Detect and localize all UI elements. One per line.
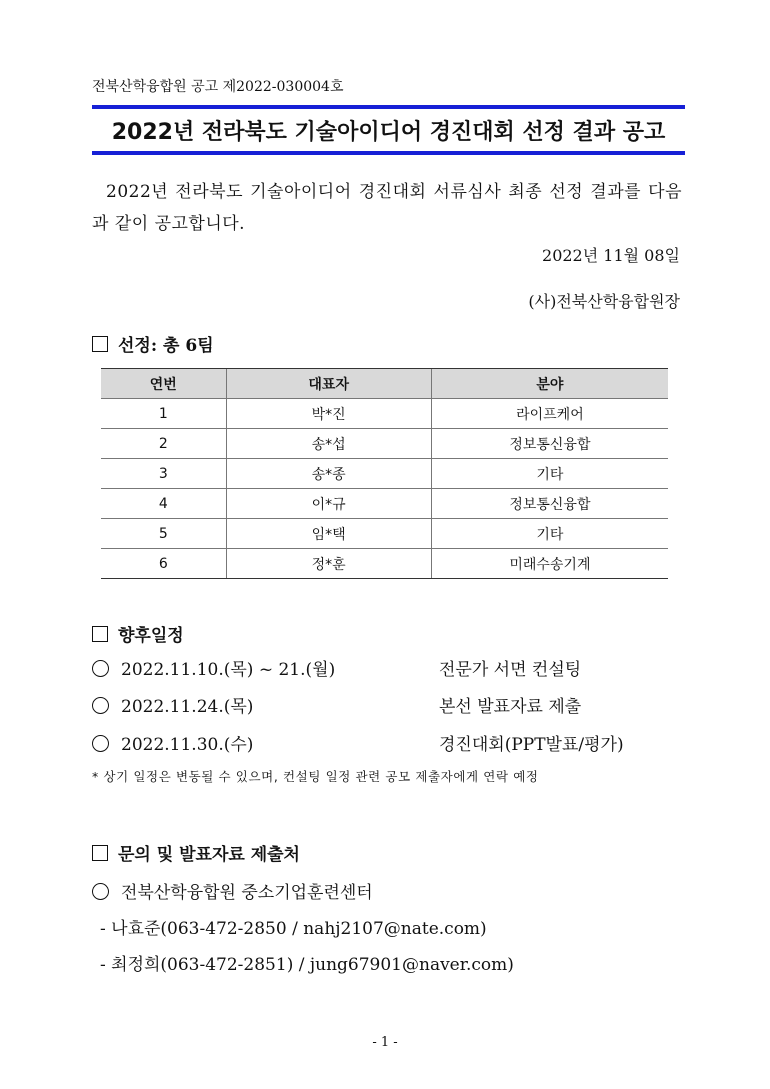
table-row [101, 429, 668, 459]
column-header-representative: 대표자 [226, 369, 431, 399]
table-row [101, 459, 668, 489]
table-header-row [101, 369, 668, 399]
schedule-heading [92, 621, 184, 646]
cell-representative: 정*훈 [226, 549, 431, 579]
schedule-task: 경진대회(PPT발표/평가) [439, 735, 624, 755]
column-header-field: 분야 [431, 369, 668, 399]
schedule-task: 전문가 서면 컨설팅 [439, 660, 582, 680]
circle-bullet-icon [92, 735, 109, 752]
square-bullet-icon [92, 336, 108, 352]
cell-field: 정보통신융합 [431, 429, 668, 459]
contact-heading [92, 840, 300, 865]
cell-number: 2 [101, 429, 226, 459]
table-row [101, 399, 668, 429]
cell-number: 3 [101, 459, 226, 489]
circle-bullet-icon [92, 660, 109, 677]
schedule-task: 본선 발표자료 제출 [439, 697, 582, 717]
cell-representative: 임*택 [226, 519, 431, 549]
title-rule-top [92, 105, 685, 109]
cell-number: 4 [101, 489, 226, 519]
cell-number: 6 [101, 549, 226, 579]
schedule-heading-text: 향후일정 [118, 626, 184, 646]
contact-organization [92, 878, 373, 903]
title-rule-bottom [92, 151, 685, 155]
schedule-item [92, 655, 692, 680]
cell-field: 정보통신융합 [431, 489, 668, 519]
cell-field: 기타 [431, 519, 668, 549]
cell-field: 기타 [431, 459, 668, 489]
table-row [101, 489, 668, 519]
intro-paragraph: 2022년 전라북도 기술아이디어 경진대회 서류심사 최종 선정 결과를 다음과 같이 공고합니다. [92, 182, 682, 234]
selection-heading-text: 선정: 총 6팀 [118, 336, 214, 356]
page-number: - 1 - [372, 1035, 398, 1050]
circle-bullet-icon [92, 697, 109, 714]
cell-representative: 송*종 [226, 459, 431, 489]
table-row [101, 519, 668, 549]
selection-table [101, 368, 668, 579]
contact-heading-text: 문의 및 발표자료 제출처 [118, 845, 300, 865]
square-bullet-icon [92, 845, 108, 861]
contact-organization-text: 전북산학융합원 중소기업훈련센터 [121, 883, 373, 903]
cell-representative: 송*섭 [226, 429, 431, 459]
schedule-date: 2022.11.24.(목) [121, 697, 254, 717]
contact-person: - 나효준(063-472-2850 / nahj2107@nate.com) [100, 919, 487, 939]
cell-field: 미래수송기계 [431, 549, 668, 579]
cell-field: 라이프케어 [431, 399, 668, 429]
cell-representative: 박*진 [226, 399, 431, 429]
square-bullet-icon [92, 626, 108, 642]
title-bar [92, 105, 685, 155]
circle-bullet-icon [92, 883, 109, 900]
cell-number: 1 [101, 399, 226, 429]
selection-heading [92, 331, 214, 356]
cell-number: 5 [101, 519, 226, 549]
schedule-item [92, 730, 692, 755]
column-header-number: 연번 [101, 369, 226, 399]
issuer-name: (사)전북산학융합원장 [528, 292, 680, 311]
schedule-item [92, 692, 692, 717]
cell-representative: 이*규 [226, 489, 431, 519]
table-row [101, 549, 668, 579]
announcement-date: 2022년 11월 08일 [542, 246, 680, 265]
schedule-note: * 상기 일정은 변동될 수 있으며, 컨설팅 일정 관련 공모 제출자에게 연락 예정 [92, 769, 539, 784]
schedule-date: 2022.11.10.(목) ~ 21.(월) [121, 660, 336, 680]
page-title: 2022년 전라북도 기술아이디어 경진대회 선정 결과 공고 [111, 120, 666, 145]
document-number: 전북산학융합원 공고 제2022-030004호 [92, 79, 344, 95]
schedule-date: 2022.11.30.(수) [121, 735, 254, 755]
contact-person: - 최정희(063-472-2851) / jung67901@naver.com) [100, 955, 514, 975]
